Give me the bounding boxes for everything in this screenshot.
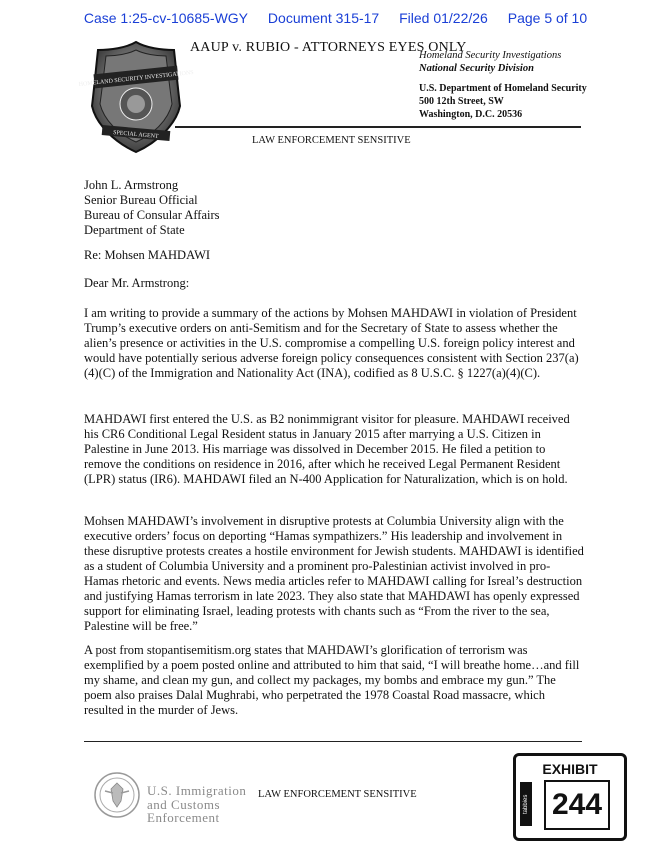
ice-wordmark-line1: U.S. Immigration: [147, 783, 247, 798]
exhibit-sticker: [513, 753, 627, 841]
footer-rule: [84, 741, 582, 742]
department-name: U.S. Department of Homeland Security: [419, 83, 587, 94]
body-paragraph-3: Mohsen MAHDAWI’s involvement in disruptive protests at Columbia University align with the executive orders’ focus on deporting “Hamas sympathizers.” His leadership and involvement in these disruptive protests creates a hostile environment for Jewish students. MAHDAWI is identified as a student of Columbia University and a prominent pro-Palestinian activist involved in pro-Hamas rhetoric and events. News media articles refer to MAHDAWI calling for Isreal’s destruction and justifying Hamas terrorism in late 2023. They also state that MAHDAWI has openly expressed support for eliminating Israel, leading protests with chants such as “From the river to the sea, Palestine will be free.”: [84, 514, 584, 633]
recipient-department: Department of State: [84, 223, 185, 237]
ice-wordmark-line2: and Customs: [147, 796, 221, 812]
case-number: Case 1:25-cv-10685-WGY: [83, 10, 249, 26]
recipient-bureau: Bureau of Consular Affairs: [84, 208, 220, 222]
body-paragraph-1: I am writing to provide a summary of the actions by Mohsen MAHDAWI in violation of President Trump’s executive orders on anti-Semitism and for the Secretary of State to assess whether the alien’s presence or activities in the U.S. compromise a compelling U.S. foreign policy interest and would have potentially serious adverse foreign policy consequences consistent with Section 237(a)(4)(C) of the Immigration and Nationality Act (INA), codified as 8 U.S.C. § 1227(a)(4)(C).: [84, 306, 579, 380]
exhibit-number: 244: [544, 780, 610, 830]
law-enforcement-sensitive-footer: LAW ENFORCEMENT SENSITIVE: [258, 789, 417, 800]
division-name: National Security Division: [419, 63, 534, 74]
street-address: 500 12th Street, SW: [419, 96, 504, 107]
page-indicator: Page 5 of 10: [507, 10, 588, 26]
recipient-name: John L. Armstrong: [84, 178, 179, 192]
subject-line: Re: Mohsen MAHDAWI: [84, 248, 211, 262]
agency-name: Homeland Security Investigations: [419, 50, 562, 61]
agency-address: [419, 82, 587, 121]
recipient-block: [84, 178, 220, 238]
hsi-badge-seal: [78, 38, 194, 156]
body-paragraph-2: MAHDAWI first entered the U.S. as B2 nonimmigrant visitor for pleasure. MAHDAWI received his CR6 Conditional Legal Resident status in January 2015 after marrying a U.S. Citizen in Palestine in June 2013. His marriage was dissolved in December 2015. He filed a petition to remove the conditions on residence in 2016, after which he received Legal Permanent Resident (LPR) status (IR6). MAHDAWI filed an N-400 Application for Naturalization, which is on hold.: [84, 412, 570, 486]
badge-lettering-top: HOMELAND SECURITY INVESTIGATIONS: [78, 69, 194, 89]
case-header: [0, 10, 671, 26]
document-number: Document 315-17: [267, 10, 380, 26]
ice-wordmark-line3: Enforcement: [147, 810, 220, 825]
body-paragraph-4: A post from stopantisemitism.org states that MAHDAWI’s glorification of terrorism was exemplified by a poem posted online and attributed to him that said, “I will breathe home…and fill my shame, and clean my gun, and collect my packages, my bombs and embrace my gun.” The poem also praises Dalal Mughrabi, who perpetrated the 1978 Coastal Road massacre, which resulted in the murder of Jews.: [84, 643, 580, 717]
ice-wordmark: [147, 784, 246, 825]
letterhead-rule: [175, 126, 581, 128]
salutation: Dear Mr. Armstrong:: [84, 276, 190, 290]
recipient-title: Senior Bureau Official: [84, 193, 198, 207]
attorneys-eyes-only-stamp: AAUP v. RUBIO - ATTORNEYS EYES ONLY: [190, 40, 467, 55]
badge-lettering-bottom: SPECIAL AGENT: [112, 130, 159, 140]
city-address: Washington, D.C. 20536: [419, 109, 523, 120]
law-enforcement-sensitive-header: LAW ENFORCEMENT SENSITIVE: [252, 135, 411, 146]
exhibit-label: EXHIBIT: [542, 761, 598, 777]
filed-date: Filed 01/22/26: [399, 10, 488, 26]
exhibit-brand-tab: tabbies: [520, 782, 532, 826]
ice-seal-icon: [93, 771, 141, 819]
